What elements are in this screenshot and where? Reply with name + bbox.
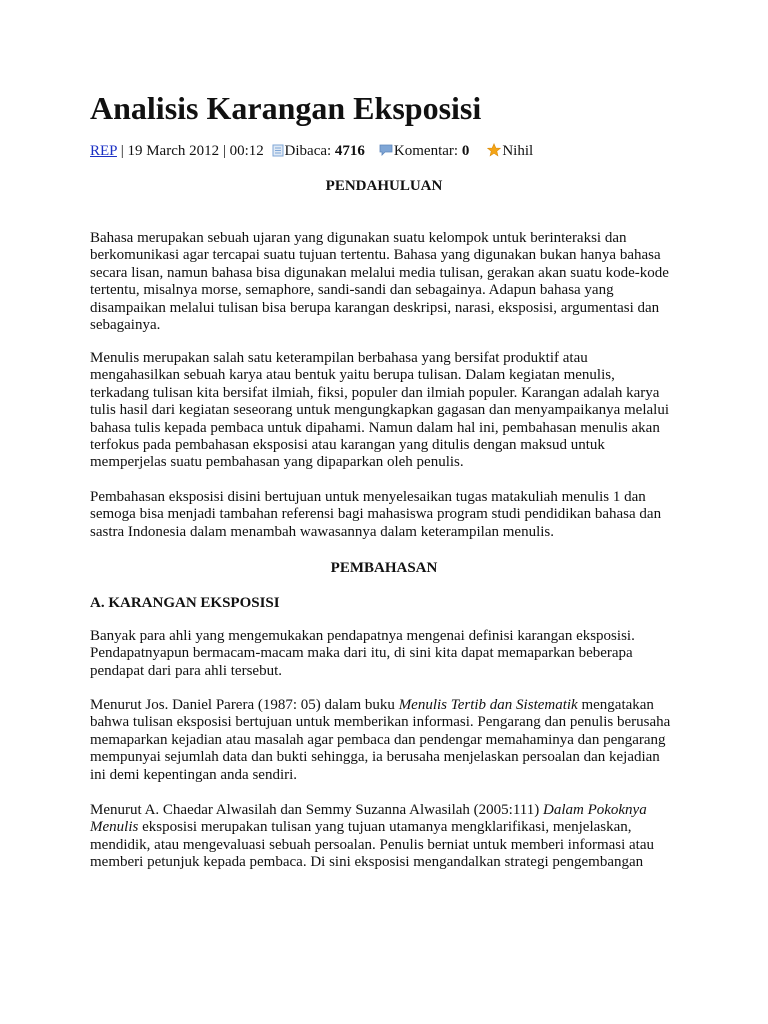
text-segment: Menurut Jos. Daniel Parera (1987: 05) dalam buku: [90, 697, 399, 713]
text-line: [90, 697, 670, 714]
views-count: 4716: [334, 143, 365, 159]
text-line: bahasa tulis kepada pembaca untuk dipahami. Namun dalam hal ini, pembahasan menulis akan: [90, 419, 660, 436]
text-line: secara lisan, namun bahasa bisa digunakan melalui media tulisan, gerakan akan suatu kode-kode: [90, 264, 669, 281]
discussion-paragraph-1: [90, 628, 635, 680]
text-line: sebagainya.: [90, 317, 161, 334]
date-time: | 19 March 2012 | 00:12: [116, 143, 268, 159]
heading-pendahuluan: PENDAHULUAN: [325, 178, 443, 194]
star-icon: [487, 143, 501, 163]
intro-paragraph-1: [90, 230, 669, 334]
author-link[interactable]: REP: [90, 143, 117, 159]
text-line: ini demi kepentingan anda sendiri.: [90, 766, 298, 783]
text-line: Banyak para ahli yang mengemukakan pendapatnya mengenai definisi karangan eksposisi.: [90, 628, 635, 644]
rating-label: Nihil: [502, 143, 534, 159]
text-line: bahwa tulisan eksposisi bertujuan untuk memberikan informasi. Pengarang dan penulis berusaha: [90, 714, 671, 731]
discussion-paragraph-2: [90, 697, 670, 784]
text-line: tulis hasil dari kegiatan seseorang untuk mengungkapkan gagasan dan menyampaikanya melalui: [90, 402, 669, 419]
text-line: terkadang tulisan kita bersifat ilmiah, fiksi, populer dan ilmiah populer. Karangan adalah karya: [90, 384, 660, 401]
text-line: [90, 802, 654, 819]
document-icon: [272, 144, 284, 163]
intro-paragraph-2: [90, 350, 669, 472]
text-line: mengahasilkan sebuah karya atau bentuk yaitu berupa tulisan. Dalam kegiatan menulis,: [90, 367, 615, 384]
text-line: mendidik, atau mengevaluasi sebuah persoalan. Penulis berniat untuk memberi informasi atau: [90, 836, 655, 853]
text-line: memaparkan kejadian atau masalah agar pembaca dan pendengar memahaminya dan pengarang: [90, 731, 666, 748]
text-line: memperjelas suatu pembahasan yang dipaparkan oleh penulis.: [90, 454, 464, 471]
book-title: Dalam Pokoknya: [542, 802, 647, 818]
text-line: memberi petunjuk kepada pembaca. Di sini eksposisi mengandalkan strategi pengembangan: [90, 854, 644, 871]
text-line: Bahasa merupakan sebuah ujaran yang digunakan suatu kelompok untuk berinteraksi dan: [90, 230, 627, 246]
text-line: pendapat dari para ahli tersebut.: [90, 662, 282, 679]
article-meta: [90, 142, 533, 163]
comment-bubble-icon: [379, 144, 393, 163]
book-title: Menulis Tertib dan Sistematik: [398, 697, 578, 713]
discussion-paragraph-3: [90, 802, 654, 872]
article-title: Analisis Karangan Eksposisi: [90, 90, 482, 126]
text-line: semoga bisa menjadi tambahan referensi bagi mahasiswa program studi pendidikan bahasa dan: [90, 506, 662, 523]
comments-count: 0: [461, 143, 470, 159]
subheading-karangan-eksposisi: A. KARANGAN EKSPOSISI: [90, 595, 280, 611]
book-title: Menulis: [90, 819, 139, 836]
heading-pembahasan: PEMBAHASAN: [330, 560, 438, 576]
intro-paragraph-3: [90, 489, 661, 541]
text-segment: mengatakan: [577, 697, 654, 713]
text-segment: Menurut A. Chaedar Alwasilah dan Semmy Suzanna Alwasilah (2005:111): [90, 802, 543, 818]
text-line: Menulis merupakan salah satu keterampilan berbahasa yang bersifat produktif atau: [90, 350, 588, 366]
text-line: disampaikan melalui tulisan bisa berupa karangan deskripsi, narasi, eksposisi, argumentasi dan: [90, 299, 660, 316]
text-line: terfokus pada pembahasan eksposisi atau karangan yang ditulis dengan maksud untuk: [90, 437, 605, 454]
text-line: sastra Indonesia dalam menambah wawasannya dalam keterampilan menulis.: [90, 523, 555, 540]
text-line: mempunyai sejumlah data dan bukti sehingga, ia berusaha menjelaskan persoalan dan kejadian: [90, 749, 660, 766]
text-line: Pembahasan eksposisi disini bertujuan untuk menyelesaikan tugas matakuliah menulis 1 dan: [90, 489, 646, 505]
text-line: tertentu, misalnya morse, semaphore, sandi-sandi dan sebagainya. Adapun bahasa yang: [90, 282, 614, 299]
text-segment: eksposisi merupakan tulisan yang tujuan utamanya mengklarifikasi, menjelaskan,: [138, 819, 632, 836]
comments-label: Komentar:: [393, 143, 462, 159]
views-label: Dibaca:: [284, 143, 335, 159]
text-line: [90, 819, 654, 836]
text-line: berkomunikasi agar tercapai suatu tujuan tertentu. Bahasa yang digunakan bukan hanya bahasa: [90, 247, 661, 264]
text-line: Pendapatnyapun bermacam-macam maka dari itu, di sini kita dapat memaparkan beberapa: [90, 645, 633, 662]
